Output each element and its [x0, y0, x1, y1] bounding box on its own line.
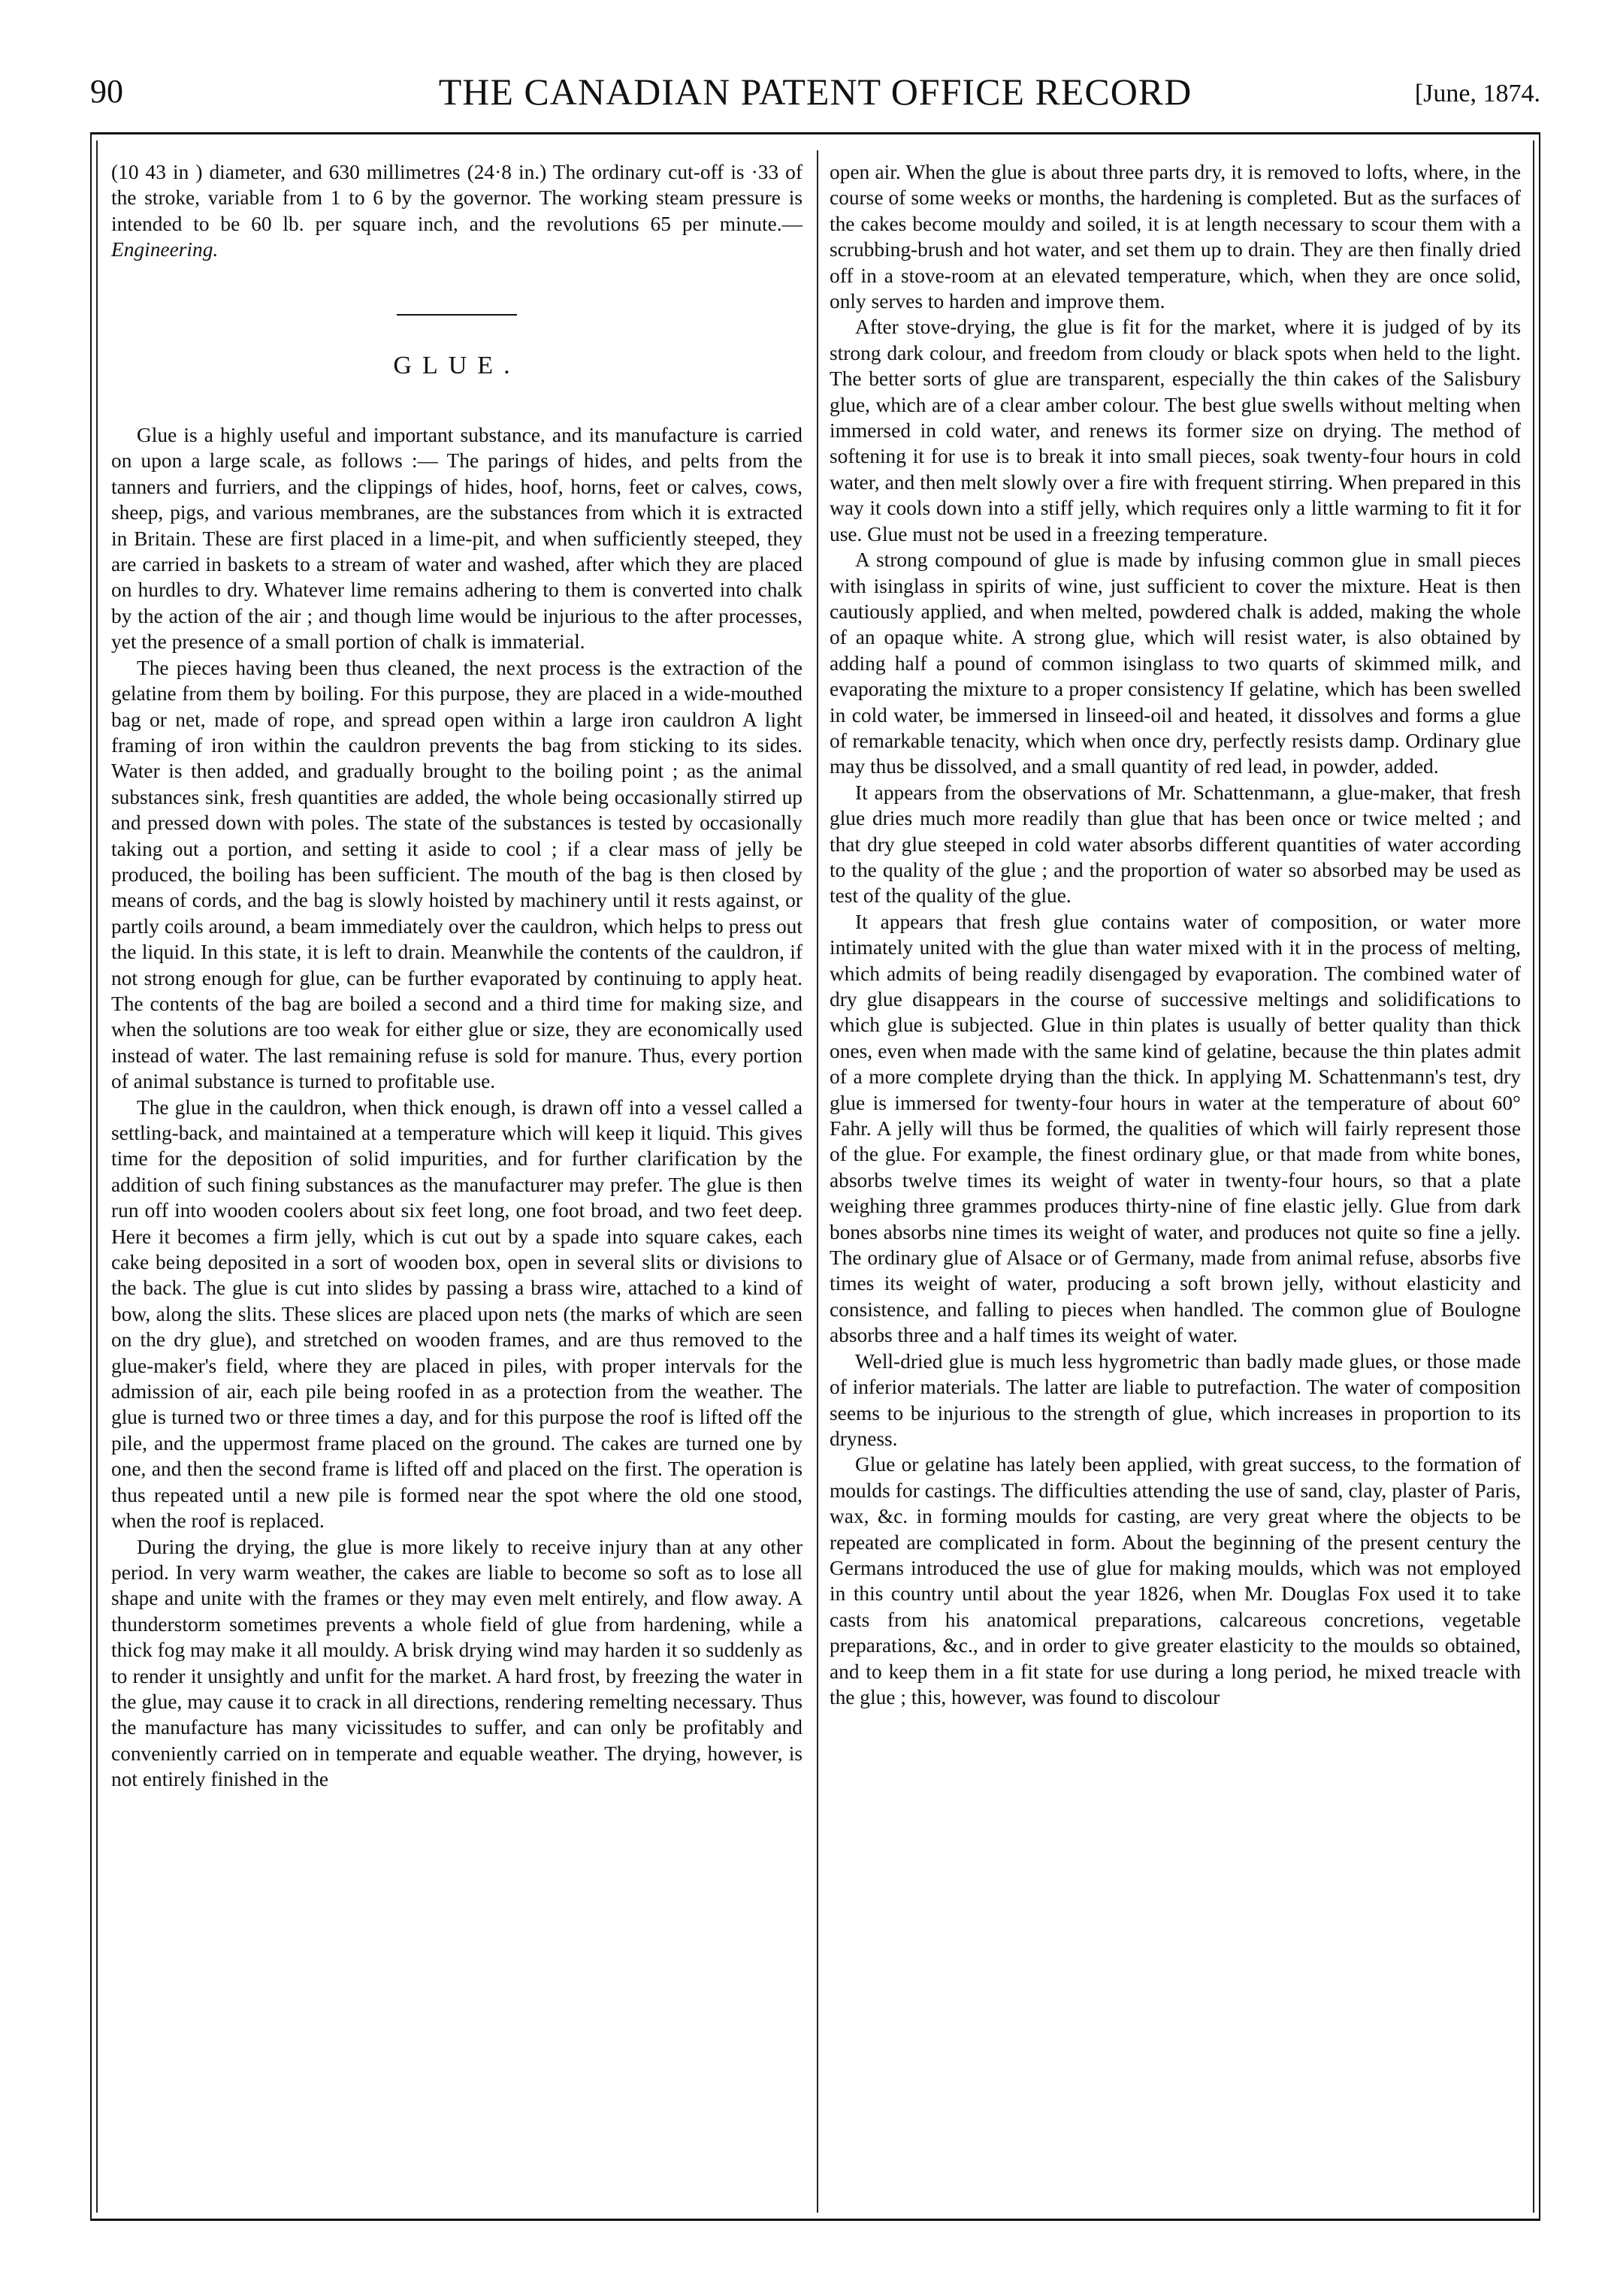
paragraph: Glue or gelatine has lately been applied, with great success, to the formation of moulds for castings. The difficulties attending the use of sand, clay, plaster of Paris, wax, &c. in forming moulds for casting, are very great where the objects to be repeated are complicated in form. About the beginning of the present century the Germans introduced the use of glue for making moulds, which was not employed in this country until about the year 1826, when Mr. Douglas Fox used it to take casts from his anatomical preparations, calcareous concretions, vegetable preparations, &c., and in order to give greater elasticity to the moulds so obtained, and to keep them in a fit state for use during a long period, he mixed treacle with the glue ; this, however, was found to discolour — [830, 1453, 1521, 1708]
paragraph: It appears that fresh glue contains water of composition, or water more intimately united with the glue than water mixed with it in the process of melting, which admits of being readily disengaged by evaporation. The combined water of dry glue disappears in the course of successive meltings and solidifications to which glue is subjected. Glue in thin plates is usually of better quality than thick ones, even when made with the same kind of gelatine, because the thin plates admit of a more complete drying than the thick. In applying M. Schattenmann's test, dry glue is immersed for twenty-four hours in water at the temperature of about 60° Fahr. A jelly will thus be formed, the qualities of which will fairly represent those of the glue. For example, the finest ordinary glue, or that made from white bones, absorbs twelve times its weight of water in twenty-four hours, so that a plate weighing three grammes produces thirty-nine of fine elastic jelly. Glue from dark bones absorbs nine times its weight of water, and produces not quite so fine a jelly. The ordinary glue of Alsace or of Germany, made from animal refuse, absorbs five times its weight of water, producing a soft brown jelly, without elasticity and consistence, and falling to pieces when handled. The common glue of Boulogne absorbs three and a half times its weight of water. — [830, 910, 1521, 1347]
column-divider — [817, 150, 818, 2213]
paragraph: open air. When the glue is about three parts dry, it is removed to lofts, where, in the course of some weeks or months, the hardening is completed. But as the surfaces of the cakes become mouldy and soiled, it is at length necessary to scour them with a scrubbing-brush and hot water, and set them up to drain. They are then finally dried off in a stove-room at an elevated temperature, which, when they are once solid, only serves to harden and improve them. — [830, 161, 1521, 313]
page-number: 90 — [90, 73, 123, 110]
section-divider — [397, 314, 517, 316]
engine-article-end — [111, 159, 803, 263]
engine-article-text: (10 43 in ) diameter, and 630 millimetres (24·8 in.) The ordinary cut-off is ·33 of the stroke, variable from 1 to 6 by the governor. The working steam pressure is intended to be 60 lb. per square inch, and the revolutions 65 per minute.— — [111, 161, 803, 235]
source-credit: Engineering. — [111, 238, 219, 261]
paragraph: Glue is a highly useful and important substance, and its manufacture is carried on upon a large scale, as follows :— The parings of hides, and pelts from the tanners and furriers, and the clippings of hides, hoof, horns, feet or calves, cows, sheep, pigs, and various membranes, are the substances from which it is extracted in Britain. These are first placed in a lime-pit, and when sufficiently steeped, they are carried in baskets to a stream of water and washed, after which they are placed on hurdles to dry. Whatever lime remains adhering to them is converted into chalk by the action of the air ; and though lime would be injurious to the after processes, yet the presence of a small portion of chalk is immaterial. — [111, 424, 803, 654]
right-column — [830, 159, 1521, 1710]
paragraph: A strong compound of glue is made by infusing common glue in small pieces with isinglass in spirits of wine, just sufficient to cover the mixture. Heat is then cautiously applied, and when melted, powdered chalk is added, making the whole of an opaque white. A strong glue, which will resist water, is also obtained by adding half a pound of common isinglass to two quarts of skimmed milk, and evaporating the mixture to a proper consistency If gelatine, which has been swelled in cold water, be immersed in linseed-oil and heated, it dissolves and forms a glue of remarkable tenacity, which when once dry, perfectly resists damp. Ordinary glue may thus be dissolved, and a small quantity of red lead, in powder, added. — [830, 548, 1521, 778]
paragraph: The pieces having been thus cleaned, the next process is the extraction of the gelatine from them by boiling. For this purpose, they are placed in a wide-mouthed bag or net, made of rope, and spread open within a large iron cauldron A light framing of iron within the cauldron prevents the bag from sticking to its sides. Water is then added, and gradually brought to the boiling point ; as the animal substances sink, fresh quantities are added, the whole being occasionally stirred up and pressed down with poles. The state of the substances is tested by occasionally taking out a portion, and setting it aside to cool ; if a clear mass of jelly be produced, the boiling has been sufficient. The mouth of the bag is then closed by means of cords, and the bag is slowly hoisted by machinery until it rests against, or partly coils around, a beam immediately over the cauldron, which helps to press out the liquid. In this state, it is left to drain. Meanwhile the contents of the cauldron, if not strong enough for glue, can be further evaporated by continuing to apply heat. The contents of the bag are boiled a second and a third time for making size, and when the solutions are too weak for either glue or size, they are economically used instead of water. The last remaining refuse is sold for manure. Thus, every portion of animal substance is turned to profitable use. — [111, 656, 803, 1093]
page-header — [90, 69, 1540, 122]
paragraph: During the drying, the glue is more likely to receive injury than at any other period. In very warm weather, the cakes are liable to become so soft as to lose all shape and unite with the frames or they may even melt entirely, and flow away. A thunderstorm sometimes prevents a whole field of glue from hardening, while a thick fog may make it all mouldy. A brisk drying wind may harden it so suddenly as to render it unsightly and unfit for the market. A hard frost, by freezing the water in the glue, may cause it to crack in all directions, rendering remelting necessary. Thus the manufacture has many vicissitudes to suffer, and can only be profitably and conveniently carried on in temperate and equable weather. The drying, however, is not entirely finished in the — [111, 1535, 803, 1791]
article-heading: GLUE. — [393, 351, 521, 379]
page-title: THE CANADIAN PATENT OFFICE RECORD — [438, 71, 1192, 113]
paragraph: It appears from the observations of Mr. Schattenmann, a glue-maker, that fresh glue dries much more readily than glue that has been once or twice melted ; and that dry glue steeped in cold water absorbs different quantities of water according to the quality of the glue ; and the proportion of water so absorbed may be used as test of the quality of the glue. — [830, 781, 1521, 908]
paragraph: Well-dried glue is much less hygrometric than badly made glues, or those made of inferior materials. The latter are liable to putrefaction. The water of composition seems to be injurious to the strength of glue, which increases in proportion to its dryness. — [830, 1349, 1521, 1450]
paragraph: After stove-drying, the glue is fit for the market, where it is judged of by its strong dark colour, and freedom from cloudy or black spots when held to the light. The better sorts of glue are transparent, especially the thin cakes of the Salisbury glue, which are of a clear amber colour. The best glue swells without melting when immersed in cold water, and renews its former size on drying. The method of softening it for use is to break it into small pieces, soak twenty-four hours in cold water, and then melt slowly over a fire with frequent stirring. When prepared in this way it cools down into a stiff jelly, which requires only a little warming to fit it for use. Glue must not be used in a freezing temperature. — [830, 316, 1521, 545]
left-column — [111, 159, 803, 1793]
issue-date: [June, 1874. — [1414, 80, 1540, 107]
paragraph: The glue in the cauldron, when thick enough, is drawn off into a vessel called a settling-back, and maintained at a temperature which will keep it liquid. This gives time for the deposition of solid impurities, and for further clarification by the addition of such fining substances as the manufacturer may prefer. The glue is then run off into wooden coolers about six feet long, one foot broad, and two feet deep. Here it becomes a firm jelly, which is cut out by a spade into square cakes, each cake being deposited in a sort of wooden box, open in several slits or divisions to the back. The glue is cut into slides by passing a brass wire, attached to a kind of bow, along the slits. These slices are placed upon nets (the marks of which are seen on the dry glue), and stretched on wooden frames, and are thus removed to the glue-maker's field, where they are placed in piles, with proper intervals for the admission of air, each pile being roofed in as a protection from the weather. The glue is turned two or three times a day, and for this purpose the roof is lifted off the pile, and the uppermost frame placed on the ground. The cakes are turned one by one, and then the second frame is lifted off and placed on the first. The operation is thus repeated until a new pile is formed near the spot where the old one stood, when the roof is replaced. — [111, 1095, 803, 1533]
